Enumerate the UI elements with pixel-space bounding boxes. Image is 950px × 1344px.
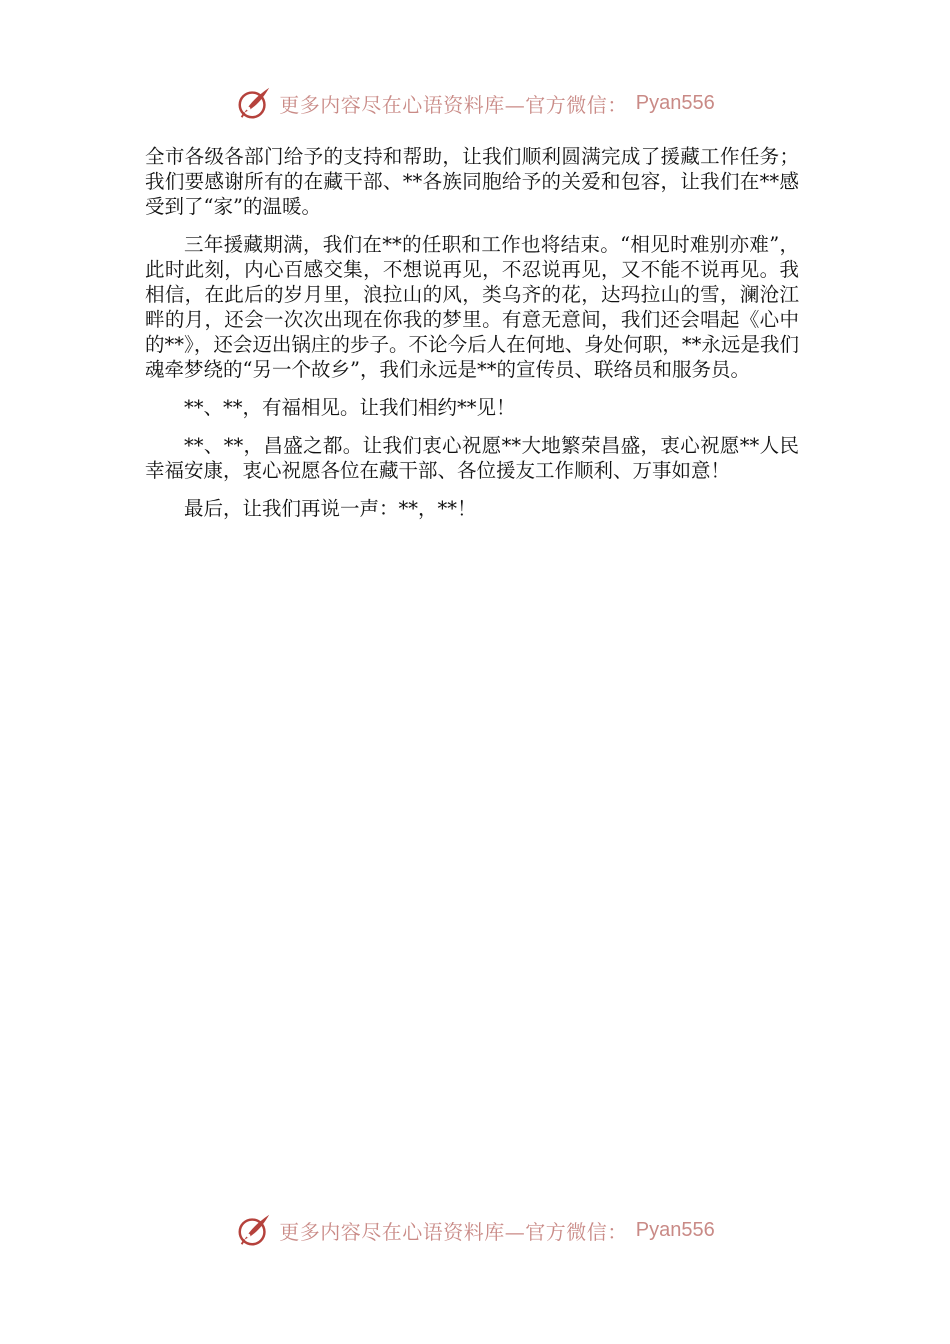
paragraph-2: 三年援藏期满，我们在**的任职和工作也将结束。“相见时难别亦难”，此时此刻，内心百感交集，不想说再见，不忍说再见，又不能不说再见。我相信，在此后的岁月里，浪拉山的风，类乌齐的花，达玛拉山的雪，澜沧江畔的月，还会一次次出现在你我的梦里。有意无意间，我们还会唱起《心中的**》，还会迈出锅庄的步子。不论今后人在何地、身处何职，**永远是我们魂牵梦绕的“另一个故乡”，我们永远是**的宣传员、联络员和服务员。 — [145, 233, 799, 381]
footer-banner-text: 更多内容尽在心语资料库—官方微信： — [279, 1219, 628, 1244]
document-body — [145, 144, 799, 534]
paragraph-4: **、**，昌盛之都。让我们衷心祝愿**大地繁荣昌盛，衷心祝愿**人民幸福安康，衷心祝愿各位在藏干部、各位援友工作顺利、万事如意！ — [145, 434, 799, 482]
footer-banner — [0, 1210, 950, 1250]
paragraph-1: 全市各级各部门给予的支持和帮助，让我们顺利圆满完成了援藏工作任务；我们要感谢所有的在藏干部、**各族同胞给予的关爱和包容，让我们在**感受到了“家”的温暖。 — [145, 145, 799, 218]
header-banner-text: 更多内容尽在心语资料库—官方微信： — [279, 92, 628, 117]
header-banner-wechat-id: Pyan556 — [635, 91, 715, 114]
header-banner — [0, 83, 950, 123]
footer-banner-wechat-id: Pyan556 — [635, 1218, 715, 1241]
paragraph-5: 最后，让我们再说一声：**，**！ — [184, 497, 477, 520]
quill-pen-logo-icon — [235, 1211, 273, 1249]
paragraph-3: **、**，有福相见。让我们相约**见！ — [184, 396, 516, 419]
quill-pen-logo-icon — [235, 84, 273, 122]
